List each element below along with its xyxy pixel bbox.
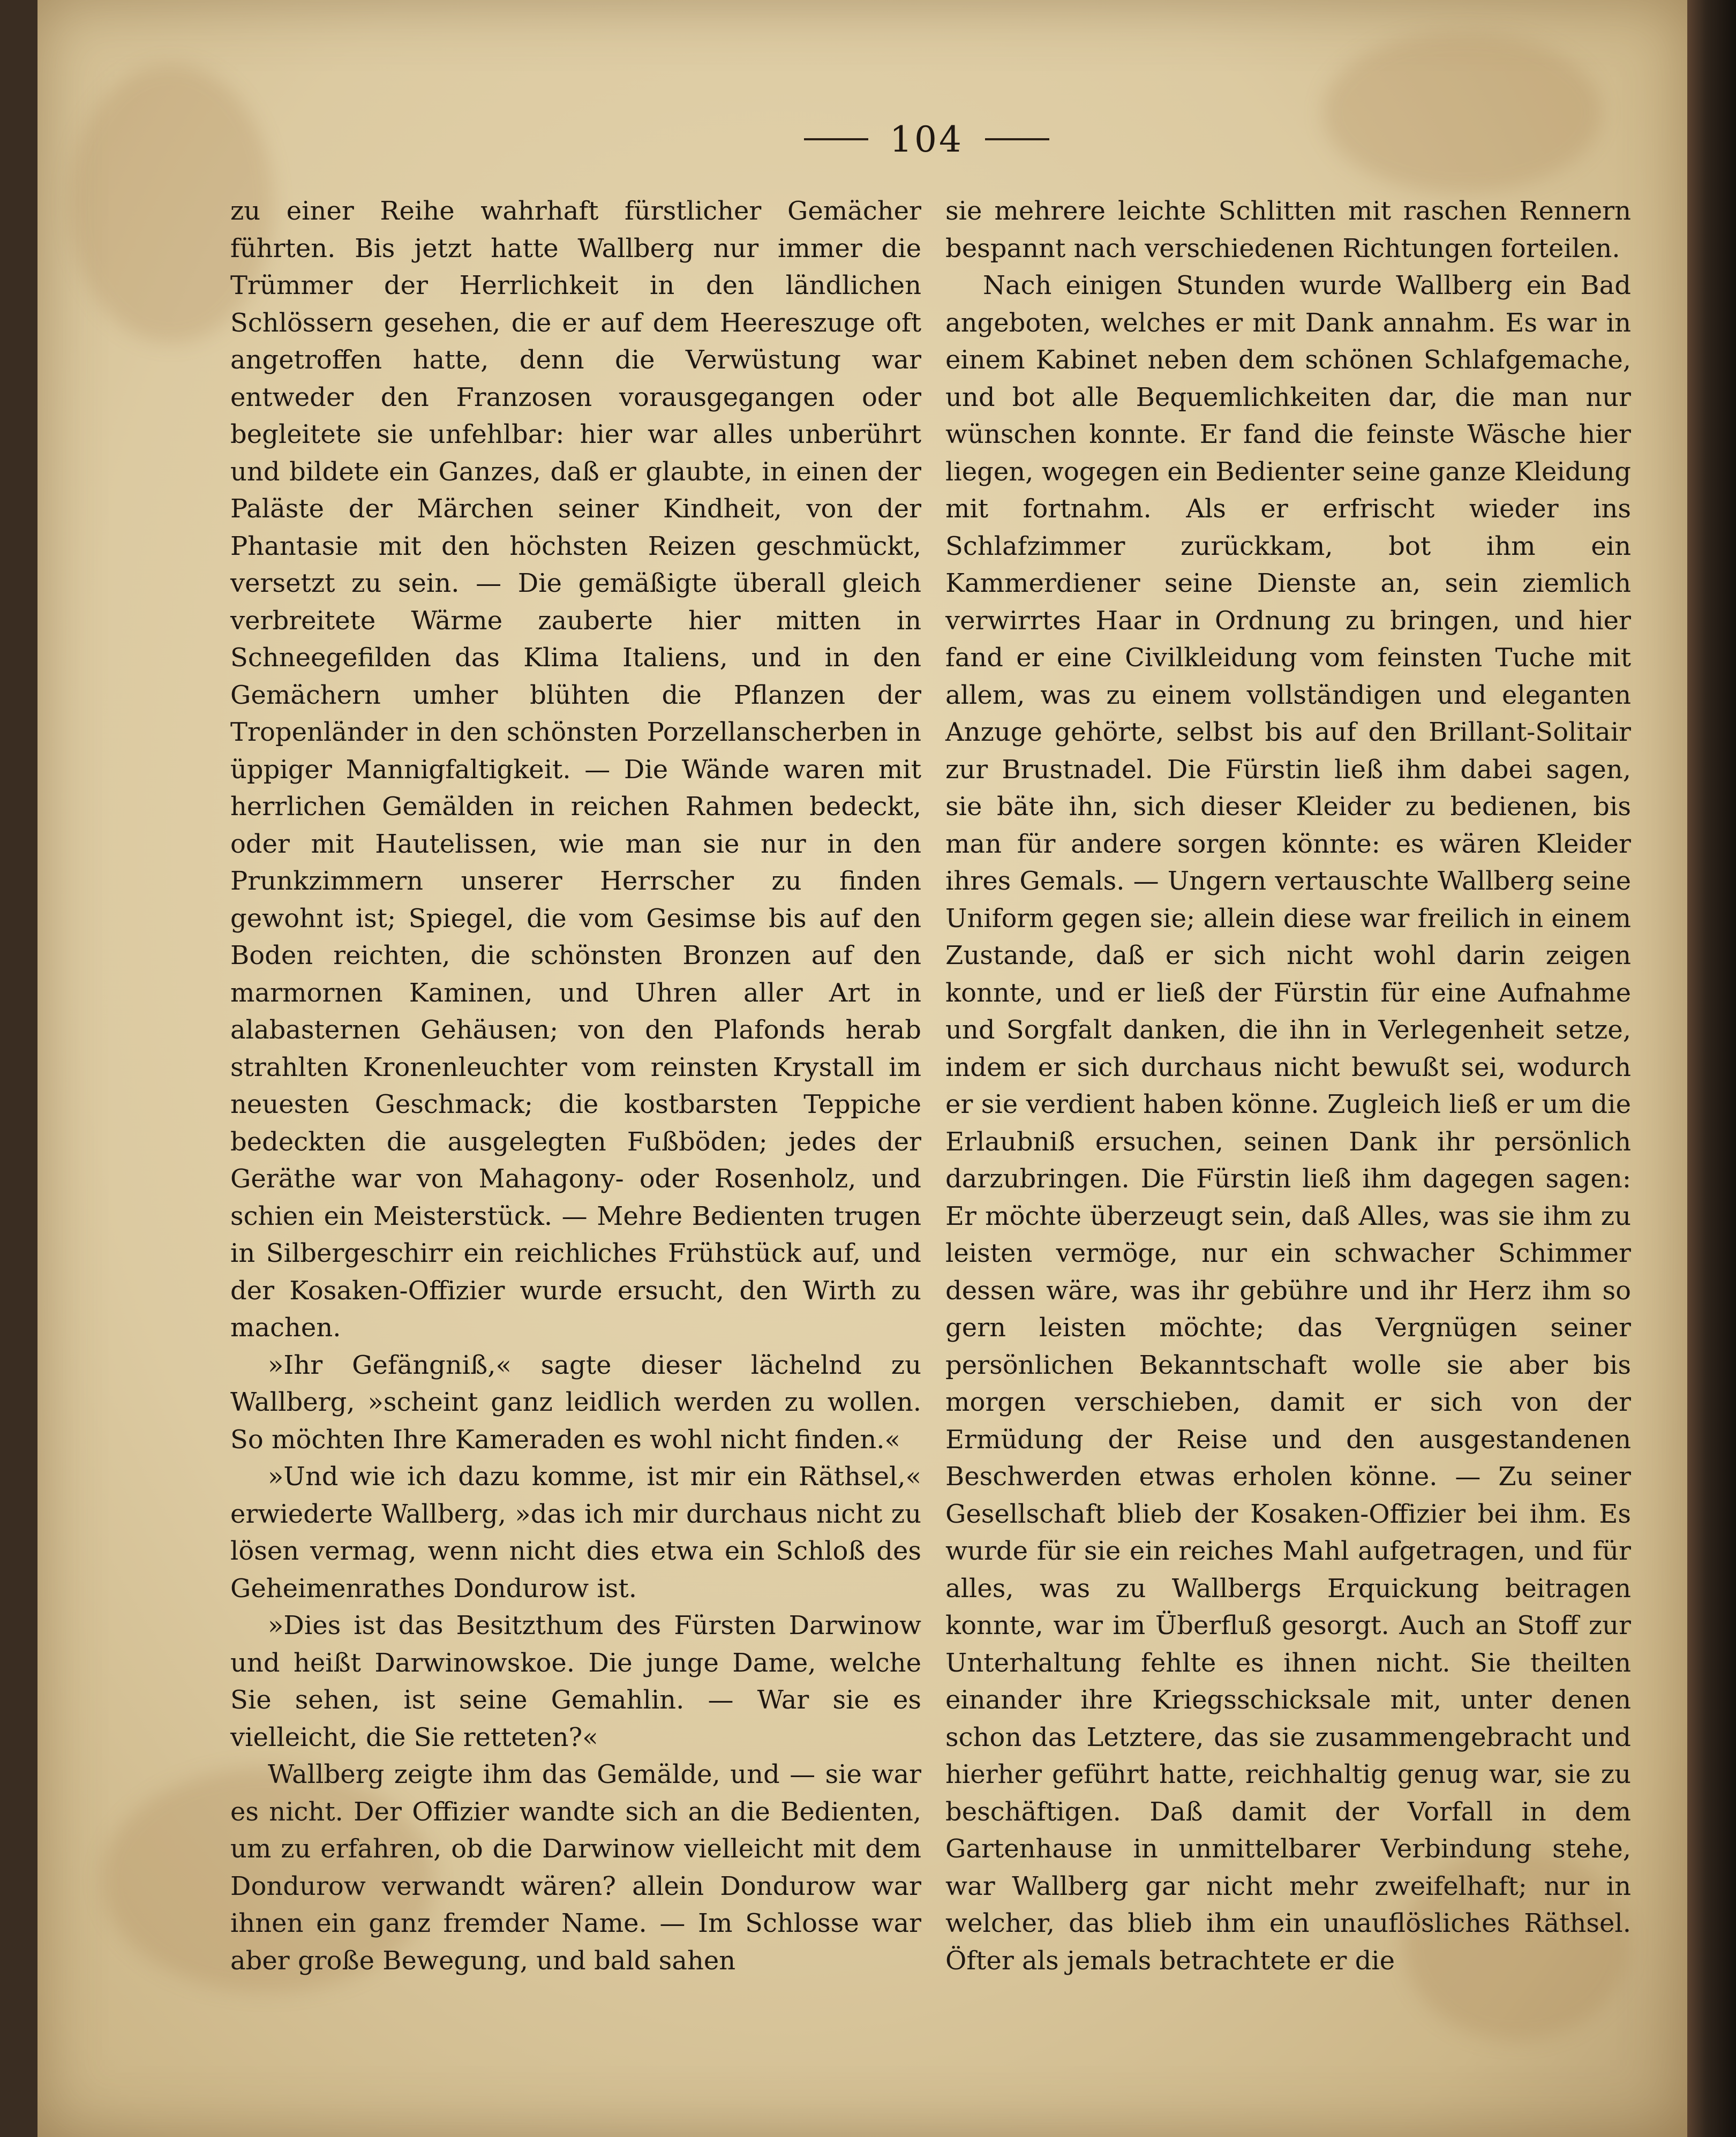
paragraph: »Dies ist das Besitzthum des Fürsten Darwinow und heißt Darwinowskoe. Die junge Dame, welche Sie sehen, ist seine Gemahlin. — War sie es vielleicht, die Sie retteten?« — [230, 1611, 921, 1752]
book-spine-shadow — [1687, 0, 1736, 2137]
text-column-left — [230, 193, 921, 1980]
age-stain — [1323, 32, 1602, 193]
page-number: 104 — [890, 118, 964, 160]
header-rule-right — [985, 138, 1049, 140]
paragraph: Wallberg zeigte ihm das Gemälde, und — sie war es nicht. Der Offizier wandte sich an die Bedienten, um zu erfahren, ob die Darwinow vielleicht mit dem Dondurow verwandt wären? allein Dondurow war ihnen ein ganz fremder Name. — Im Schlosse war aber große Bewegung, und bald sahen — [230, 1759, 921, 1976]
text-column-right — [945, 193, 1631, 1980]
paragraph: sie mehrere leichte Schlitten mit raschen Rennern bespannt nach verschiedenen Richtungen forteilen. — [945, 196, 1631, 264]
paragraph: »Und wie ich dazu komme, ist mir ein Räthsel,« erwiederte Wallberg, »das ich mir durchaus nicht zu lösen vermag, wenn nicht dies etwa ein Schloß des Geheimenrathes Dondurow ist. — [230, 1462, 921, 1604]
paragraph: »Ihr Gefängniß,« sagte dieser lächelnd zu Wallberg, »scheint ganz leidlich werden zu wollen. So möchten Ihre Kameraden es wohl nicht finden.« — [230, 1350, 921, 1455]
header-rule-left — [804, 138, 868, 140]
paragraph: zu einer Reihe wahrhaft fürstlicher Gemächer führten. Bis jetzt hatte Wallberg nur immer die Trümmer der Herrlichkeit in den ländlichen Schlössern gesehen, die er auf dem Heereszuge oft angetroffen hatte, denn die Verwüstung war entweder den Franzosen vorausgegangen oder begleitete sie unfehlbar: hier war alles unberührt und bildete ein Ganzes, daß er glaubte, in einen der Paläste der Märchen seiner Kindheit, von der Phantasie mit den höchsten Reizen geschmückt, versetzt zu sein. — Die gemäßigte überall gleich verbreitete Wärme zauberte hier mitten in Schneegefilden das Klima Italiens, und in den Gemächern umher blühten die Pflanzen der Tropenländer in den schönsten Porzellanscherben in üppiger Mannigfaltigkeit. — Die Wände waren mit herrlichen Gemälden in reichen Rahmen bedeckt, oder mit Hautelissen, wie man sie nur in den Prunkzimmern unserer Herrscher zu finden gewohnt ist; Spiegel, die vom Gesimse bis auf den Boden reichten, die schönsten Bronzen auf den marmornen Kaminen, und Uhren aller Art in alabasternen Gehäusen; von den Plafonds herab strahlten Kronenleuchter vom reinsten Krystall im neuesten Geschmack; die kostbarsten Teppiche bedeckten die ausgelegten Fußböden; jedes der Geräthe war von Mahagony- oder Rosenholz, und schien ein Meisterstück. — Mehre Bedienten trugen in Silbergeschirr ein reichliches Frühstück auf, und der Kosaken-Offizier wurde ersucht, den Wirth zu machen. — [230, 196, 921, 1343]
paragraph: Nach einigen Stunden wurde Wallberg ein Bad angeboten, welches er mit Dank annahm. Es war in einem Kabinet neben dem schönen Schlafgemache, und bot alle Bequemlichkeiten dar, die man nur wünschen konnte. Er fand die feinste Wäsche hier liegen, wogegen ein Bedienter seine ganze Kleidung mit fortnahm. Als er erfrischt wieder ins Schlafzimmer zurückkam, bot ihm ein Kammerdiener seine Dienste an, sein ziemlich verwirrtes Haar in Ordnung zu bringen, und hier fand er eine Civilkleidung vom feinsten Tuche mit allem, was zu einem vollständigen und eleganten Anzuge gehörte, selbst bis auf den Brillant-Solitair zur Brustnadel. Die Fürstin ließ ihm dabei sagen, sie bäte ihn, sich dieser Kleider zu bedienen, bis man für andere sorgen könnte: es wären Kleider ihres Gemals. — Ungern vertauschte Wallberg seine Uniform gegen sie; allein diese war freilich in einem Zustande, daß er sich nicht wohl darin zeigen konnte, und er ließ der Fürstin für eine Aufnahme und Sorgfalt danken, die ihn in Verlegenheit setze, indem er sich durchaus nicht bewußt sei, wodurch er sie verdient haben könne. Zugleich ließ er um die Erlaubniß ersuchen, seinen Dank ihr persönlich darzubringen. Die Fürstin ließ ihm dagegen sagen: Er möchte überzeugt sein, daß Alles, was sie ihm zu leisten vermöge, nur ein schwacher Schimmer dessen wäre, was ihr gebühre und ihr Herz ihm so gern leisten möchte; das Vergnügen seiner persönlichen Bekanntschaft wolle sie aber bis morgen verschieben, damit er sich von der Ermüdung der Reise und den ausgestandenen Beschwerden etwas erholen könne. — Zu seiner Gesellschaft blieb der Kosaken-Offizier bei ihm. Es wurde für sie ein reiches Mahl aufgetragen, und für alles, was zu Wallbergs Erquickung beitragen konnte, war im Überfluß gesorgt. Auch an Stoff zur Unterhaltung fehlte es ihnen nicht. Sie theilten einander ihre Kriegsschicksale mit, unter denen schon das Letztere, das sie zusammengebracht und hierher geführt hatte, reichhaltig genug war, sie zu beschäftigen. Daß damit der Vorfall in dem Gartenhause in unmittelbarer Verbindung stehe, war Wallberg gar nicht mehr zweifelhaft; nur in welcher, das blieb ihm ein unauflösliches Räthsel. Öfter als jemals betrachtete er die — [945, 270, 1631, 1976]
page-header — [777, 115, 1077, 163]
